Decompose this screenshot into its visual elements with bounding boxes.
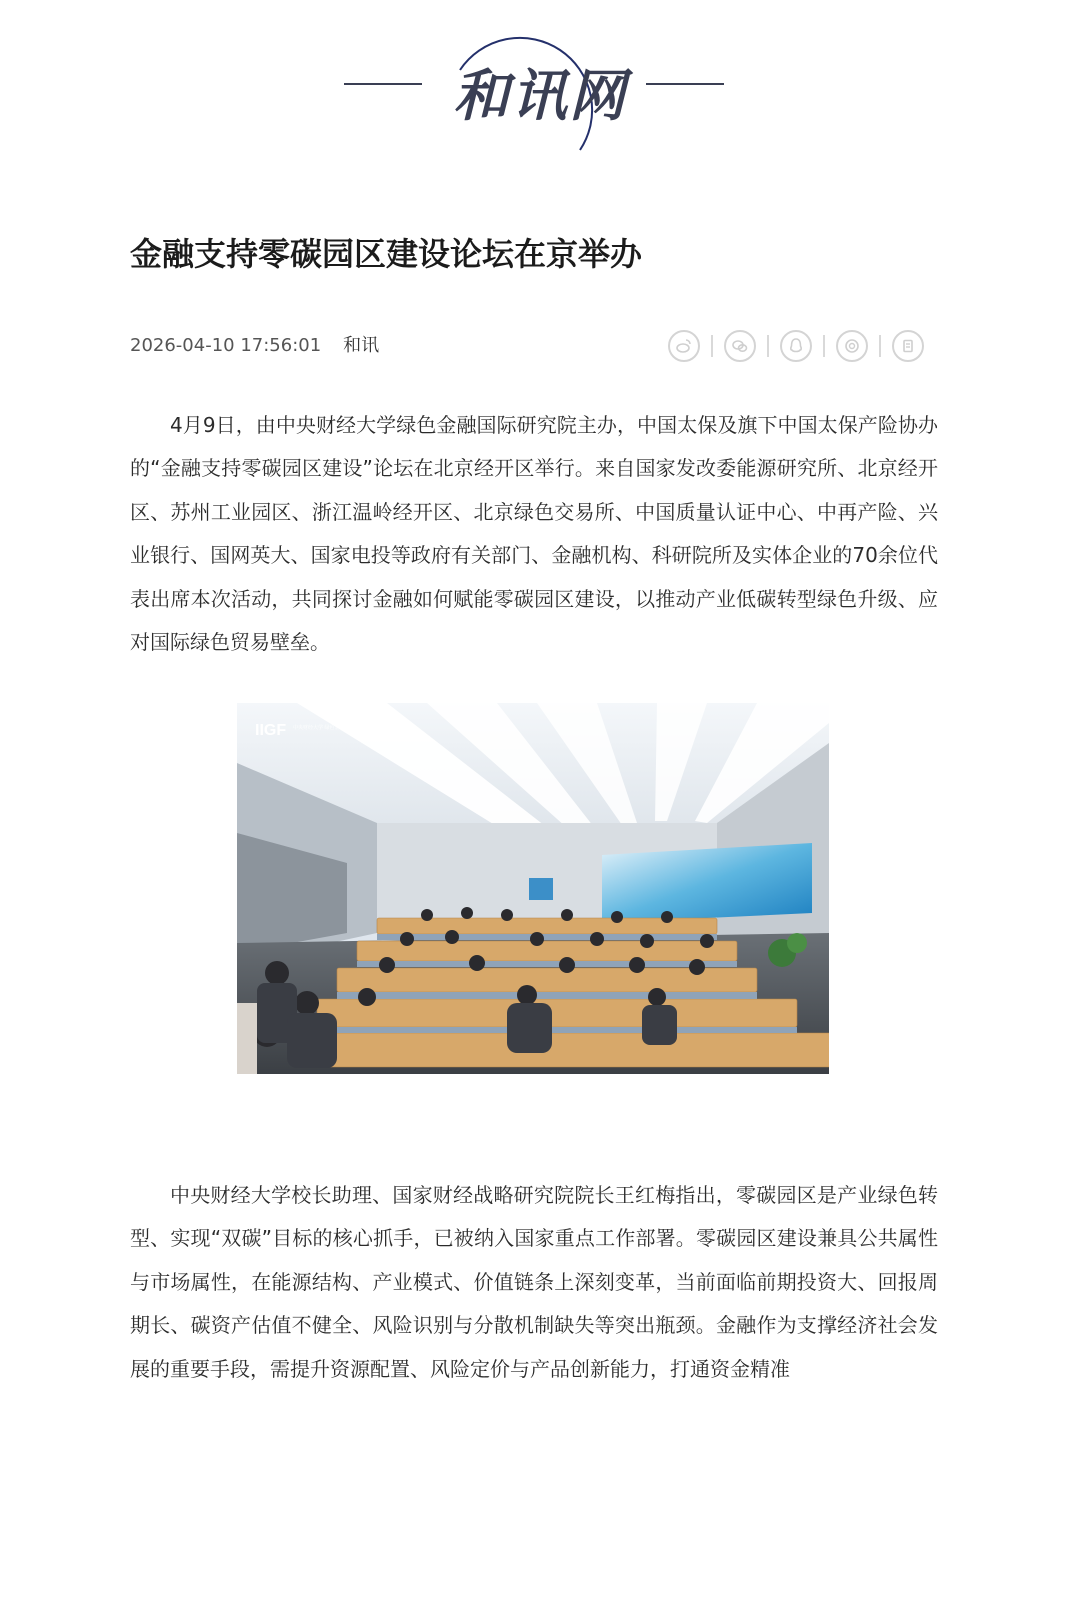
wechat-icon[interactable] (724, 330, 756, 362)
publish-datetime: 2026-04-10 17:56:01 (130, 335, 322, 356)
share-divider (823, 335, 825, 357)
share-divider (879, 335, 881, 357)
photo-banner-text: 中央财经大学 绿色金融国际研究院 (293, 725, 370, 731)
article-paragraph: 中央财经大学校长助理、国家财经战略研究院院长王红梅指出，零碳园区是产业绿色转型、实现“双碳”目标的核心抓手，已被纳入国家重点工作部署。零碳园区建设兼具公共属性与市场属性，在能源结构、产业模式、价值链条上深刻变革，当前面临前期投资大、回报周期长、碳资产估值不健全、风险识别与分散机制缺失等突出瓶颈。金融作为支撑经济社会发展的重要手段，需提升资源配置、风险定价与产品创新能力，打通资金精准 (130, 1183, 938, 1381)
qzone-icon[interactable] (836, 330, 868, 362)
share-bar (668, 330, 924, 362)
share-divider (711, 335, 713, 357)
share-divider (767, 335, 769, 357)
article-meta (130, 332, 379, 360)
qq-icon[interactable] (780, 330, 812, 362)
article-title: 金融支持零碳园区建设论坛在京举办 (130, 235, 643, 273)
article-source[interactable]: 和讯 (343, 335, 380, 356)
weibo-icon[interactable] (668, 330, 700, 362)
article-photo[interactable] (237, 703, 829, 1074)
site-logo[interactable] (340, 0, 740, 175)
copy-link-icon[interactable] (892, 330, 924, 362)
photo-banner-logo: IIGF (255, 722, 287, 739)
logo-text: 和讯网 (453, 63, 627, 129)
article-paragraph: 4月9日，由中央财经大学绿色金融国际研究院主办，中国太保及旗下中国太保产险协办的“金融支持零碳园区建设”论坛在北京经开区举行。来自国家发改委能源研究所、北京经开区、苏州工业园区、浙江温岭经开区、北京绿色交易所、中国质量认证中心、中再产险、兴业银行、国网英大、国家电投等政府有关部门、金融机构、科研院所及实体企业的70余位代表出席本次活动，共同探讨金融如何赋能零碳园区建设，以推动产业低碳转型绿色升级、应对国际绿色贸易壁垒。 (130, 413, 938, 655)
